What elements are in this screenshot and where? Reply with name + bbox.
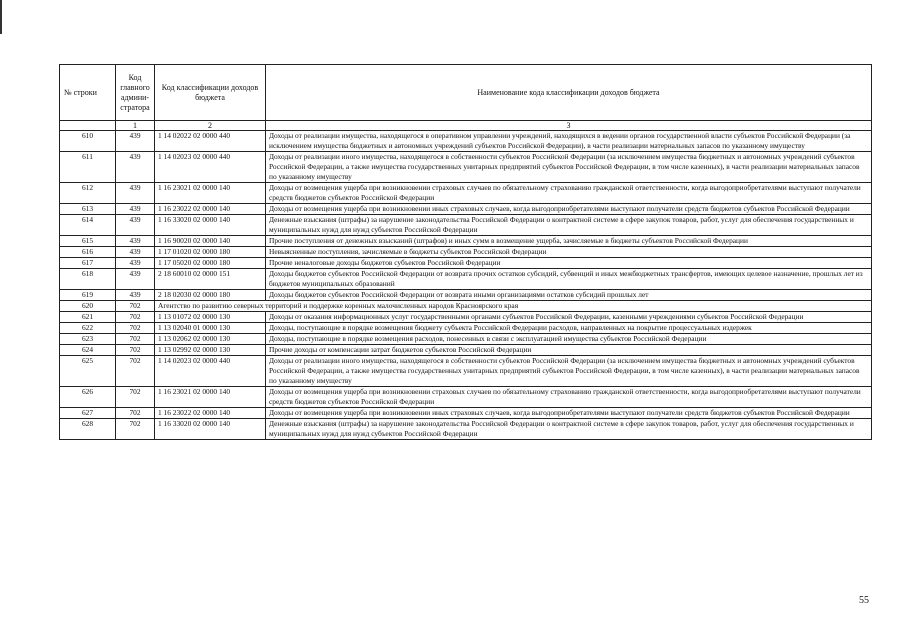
- table-row: [60, 183, 872, 204]
- index-cell-1: 1: [116, 121, 155, 131]
- code-name-cell: Доходы, поступающие в порядке возмещения расходов, понесенных в связи с эксплуатацией имущества субъектов Российской Федерации: [266, 334, 872, 345]
- classification-code-cell: 1 14 02023 02 0000 440: [155, 356, 266, 387]
- code-name-cell: Доходы от возмещения ущерба при возникновении иных страховых случаев, когда выгодоприобретателями выступают получатели средств бюджетов субъектов Российской Федерации: [266, 204, 872, 215]
- admin-code-cell: 702: [116, 356, 155, 387]
- row-number-cell: 625: [60, 356, 116, 387]
- admin-code-cell: 702: [116, 323, 155, 334]
- code-name-cell: Доходы от возмещения ущерба при возникновении иных страховых случаев, когда выгодоприобретателями выступают получатели средств бюджетов субъектов Российской Федерации: [266, 408, 872, 419]
- classification-code-cell: 1 13 02040 01 0000 130: [155, 323, 266, 334]
- row-number-cell: 626: [60, 387, 116, 408]
- row-number-cell: 616: [60, 247, 116, 258]
- classification-code-cell: 2 18 60010 02 0000 151: [155, 269, 266, 290]
- table-row: [60, 258, 872, 269]
- section-heading-cell: Агентство по развитию северных территорий и поддержке коренных малочисленных народов Красноярского края: [155, 301, 872, 312]
- admin-code-cell: 439: [116, 152, 155, 183]
- row-number-cell: 615: [60, 236, 116, 247]
- table-row: [60, 215, 872, 236]
- code-name-cell: Доходы бюджетов субъектов Российской Федерации от возврата иными организациями остатков субсидий прошлых лет: [266, 290, 872, 301]
- code-name-cell: Денежные взыскания (штрафы) за нарушение законодательства Российской Федерации о контрактной системе в сфере закупок товаров, работ, услуг для обеспечения государственных и муниципальных нужд для нужд субъектов Российской Федерации: [266, 215, 872, 236]
- code-name-cell: Денежные взыскания (штрафы) за нарушение законодательства Российской Федерации о контрактной системе в сфере закупок товаров, работ, услуг для обеспечения государственных и муниципальных нужд для нужд субъектов Российской Федерации: [266, 419, 872, 440]
- admin-code-cell: 439: [116, 215, 155, 236]
- row-number-cell: 619: [60, 290, 116, 301]
- header-code-name: Наименование кода классификации доходов бюджета: [266, 65, 872, 121]
- classification-code-cell: 1 14 02022 02 0000 440: [155, 131, 266, 152]
- admin-code-cell: 702: [116, 301, 155, 312]
- row-number-cell: 611: [60, 152, 116, 183]
- code-name-cell: Невыясненные поступления, зачисляемые в бюджеты субъектов Российской Федерации: [266, 247, 872, 258]
- admin-code-cell: 439: [116, 131, 155, 152]
- table-row: [60, 345, 872, 356]
- classification-code-cell: 1 14 02023 02 0000 440: [155, 152, 266, 183]
- table-row: [60, 131, 872, 152]
- code-name-cell: Доходы от оказания информационных услуг государственными органами субъектов Российской Федерации, казенными учреждениями субъектов Российской Федерации: [266, 312, 872, 323]
- row-number-cell: 617: [60, 258, 116, 269]
- table-row: [60, 247, 872, 258]
- table-row: [60, 334, 872, 345]
- admin-code-cell: 702: [116, 334, 155, 345]
- index-cell-empty: [60, 121, 116, 131]
- admin-code-cell: 702: [116, 312, 155, 323]
- table-row: [60, 301, 872, 312]
- code-name-cell: Доходы от реализации иного имущества, находящегося в собственности субъектов Российской Федерации (за исключением имущества бюджетных и автономных учреждений субъектов Российской Федерации, а также имущества государственных унитарных предприятий субъектов Российской Федерации, в том числе казенных), в части реализации материальных запасов по указанному имуществу: [266, 152, 872, 183]
- table-row: [60, 269, 872, 290]
- code-name-cell: Доходы от возмещения ущерба при возникновении страховых случаев по обязательному страхованию гражданской ответственности, когда выгодоприобретателями выступают получатели средств бюджетов субъектов Российской Федерации: [266, 183, 872, 204]
- admin-code-cell: 702: [116, 345, 155, 356]
- code-name-cell: Прочие доходы от компенсации затрат бюджетов субъектов Российской Федерации: [266, 345, 872, 356]
- classification-code-cell: 1 16 90020 02 0000 140: [155, 236, 266, 247]
- column-index-row: [60, 121, 872, 131]
- code-name-cell: Доходы бюджетов субъектов Российской Федерации от возврата прочих остатков субсидий, субвенций и иных межбюджетных трансфертов, имеющих целевое назначение, прошлых лет из бюджетов муниципальных образований: [266, 269, 872, 290]
- code-name-cell: Доходы от реализации имущества, находящегося в оперативном управлении учреждений, находящихся в ведении органов государственной власти субъектов Российской Федерации (за исключением имущества бюджетных и автономных учреждений субъектов Российской Федерации), в части реализации материальных запасов по указанному имуществу: [266, 131, 872, 152]
- admin-code-cell: 439: [116, 258, 155, 269]
- row-number-cell: 622: [60, 323, 116, 334]
- admin-code-cell: 439: [116, 183, 155, 204]
- row-number-cell: 620: [60, 301, 116, 312]
- admin-code-cell: 702: [116, 419, 155, 440]
- row-number-cell: 610: [60, 131, 116, 152]
- code-name-cell: Доходы, поступающие в порядке возмещения бюджету субъекта Российской Федерации расходов, направленных на покрытие процессуальных издержек: [266, 323, 872, 334]
- row-number-cell: 618: [60, 269, 116, 290]
- row-number-cell: 614: [60, 215, 116, 236]
- classification-code-cell: 1 16 23022 02 0000 140: [155, 408, 266, 419]
- classification-code-cell: 1 16 33020 02 0000 140: [155, 419, 266, 440]
- index-cell-3: 3: [266, 121, 872, 131]
- row-number-cell: 612: [60, 183, 116, 204]
- row-number-cell: 624: [60, 345, 116, 356]
- classification-code-cell: 1 17 05020 02 0000 180: [155, 258, 266, 269]
- scan-edge-mark: [0, 0, 2, 34]
- admin-code-cell: 439: [116, 204, 155, 215]
- code-name-cell: Прочие неналоговые доходы бюджетов субъектов Российской Федерации: [266, 258, 872, 269]
- header-row-number: № строки: [60, 65, 116, 121]
- code-name-cell: Доходы от реализации иного имущества, находящегося в собственности субъектов Российской Федерации (за исключением имущества бюджетных и автономных учреждений субъектов Российской Федерации, а также имущества государственных унитарных предприятий субъектов Российской Федерации, в том числе казенных), в части реализации материальных запасов по указанному имуществу: [266, 356, 872, 387]
- admin-code-cell: 702: [116, 408, 155, 419]
- classification-code-cell: 1 16 23022 02 0000 140: [155, 204, 266, 215]
- row-number-cell: 623: [60, 334, 116, 345]
- table-header-row: [60, 65, 872, 121]
- code-name-cell: Прочие поступления от денежных взысканий (штрафов) и иных сумм в возмещение ущерба, зачисляемые в бюджеты субъектов Российской Федерации: [266, 236, 872, 247]
- table-row: [60, 312, 872, 323]
- admin-code-cell: 439: [116, 290, 155, 301]
- table-row: [60, 419, 872, 440]
- classification-code-cell: 1 17 01020 02 0000 180: [155, 247, 266, 258]
- admin-code-cell: 439: [116, 269, 155, 290]
- classification-code-cell: 1 16 23021 02 0000 140: [155, 183, 266, 204]
- header-classification-code: Код классификации доходов бюджета: [155, 65, 266, 121]
- admin-code-cell: 439: [116, 236, 155, 247]
- admin-code-cell: 439: [116, 247, 155, 258]
- table-row: [60, 323, 872, 334]
- row-number-cell: 613: [60, 204, 116, 215]
- table-row: [60, 387, 872, 408]
- table-row: [60, 408, 872, 419]
- classification-code-cell: 1 13 01072 02 0000 130: [155, 312, 266, 323]
- admin-code-cell: 702: [116, 387, 155, 408]
- index-cell-2: 2: [155, 121, 266, 131]
- header-admin-code: Код главного админи-стратора: [116, 65, 155, 121]
- row-number-cell: 627: [60, 408, 116, 419]
- classification-code-cell: 1 13 02992 02 0000 130: [155, 345, 266, 356]
- table-row: [60, 204, 872, 215]
- revenue-classification-table: [59, 64, 872, 440]
- classification-code-cell: 2 18 02030 02 0000 180: [155, 290, 266, 301]
- table-row: [60, 152, 872, 183]
- classification-code-cell: 1 13 02062 02 0000 130: [155, 334, 266, 345]
- row-number-cell: 621: [60, 312, 116, 323]
- table-row: [60, 236, 872, 247]
- page-number: 55: [859, 595, 869, 606]
- classification-code-cell: 1 16 23021 02 0000 140: [155, 387, 266, 408]
- code-name-cell: Доходы от возмещения ущерба при возникновении страховых случаев по обязательному страхованию гражданской ответственности, когда выгодоприобретателями выступают получатели средств бюджетов субъектов Российской Федерации: [266, 387, 872, 408]
- table-body: [60, 131, 872, 440]
- table-row: [60, 356, 872, 387]
- row-number-cell: 628: [60, 419, 116, 440]
- table-row: [60, 290, 872, 301]
- classification-code-cell: 1 16 33020 02 0000 140: [155, 215, 266, 236]
